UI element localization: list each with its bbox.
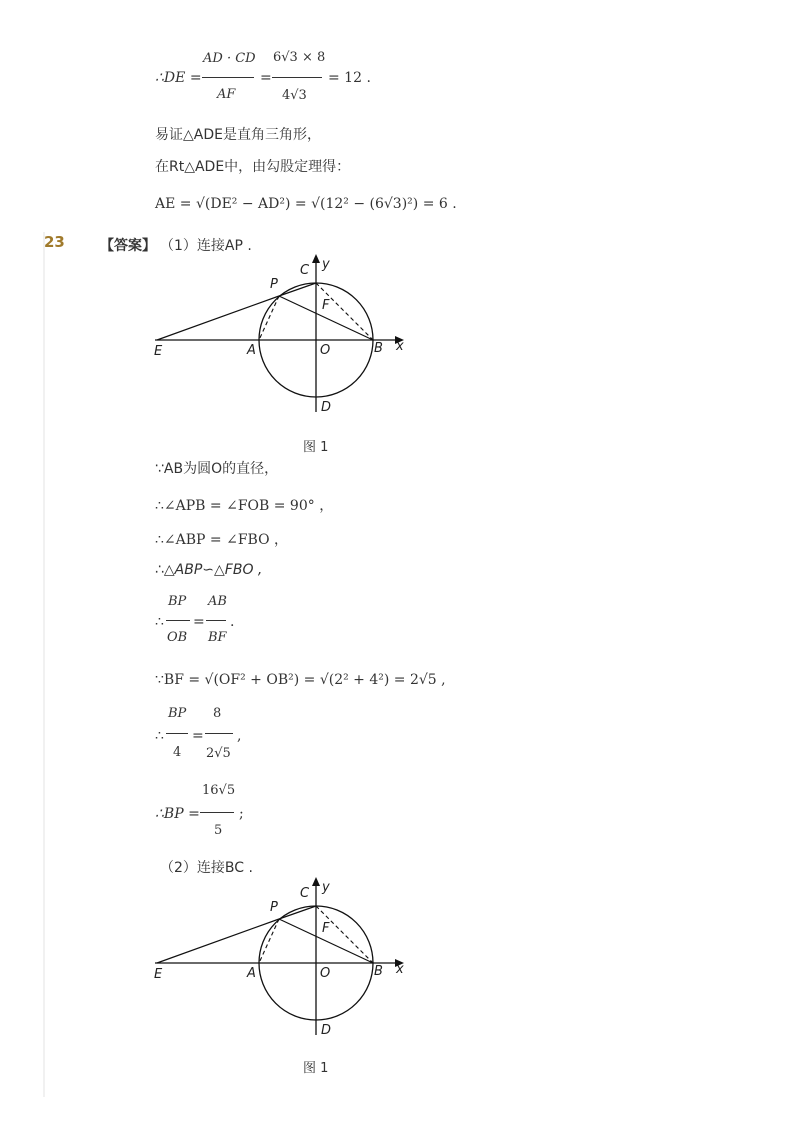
label-c: C <box>300 886 310 901</box>
left-gutter-line <box>43 232 45 1097</box>
label-d: D <box>321 1023 332 1038</box>
label-x: x <box>396 339 404 354</box>
label-y: y <box>322 257 330 272</box>
label-b: B <box>374 341 383 356</box>
label-f: F <box>322 298 330 313</box>
step-diameter: ∵AB为圆O的直径， <box>155 461 279 477</box>
label-p: P <box>270 900 278 915</box>
label-c: C <box>300 263 310 278</box>
label-o: O <box>320 966 331 981</box>
step-equal-angles: ∴∠ABP = ∠FBO ， <box>155 532 289 548</box>
figure-caption-1: 图 1 <box>303 440 329 455</box>
label-e: E <box>154 344 163 359</box>
answer-label: 【答案】 <box>100 238 156 254</box>
ae-equation: AE = √(DE² − AD²) = √(12² − (6√3)²) = 6 . <box>155 196 457 212</box>
label-o: O <box>320 343 331 358</box>
segment-pc <box>279 283 316 296</box>
de-lhs: ∴DE = <box>155 70 202 86</box>
pythagoras-intro: 在Rt△ADE中，由勾股定理得： <box>155 159 351 175</box>
y-axis-arrow <box>312 254 320 263</box>
proof-right-triangle: 易证△ADE是直角三角形， <box>155 127 321 143</box>
de-denominator-2: 4√3 <box>282 88 307 103</box>
label-y: y <box>322 880 330 895</box>
de-numerator-2: 6√3 × 8 <box>273 50 326 65</box>
de-result: = 12 . <box>328 70 371 86</box>
part2-heading: （2）连接BC . <box>160 860 253 876</box>
segment-pc <box>279 906 316 919</box>
geometry-figure-2 <box>150 875 420 1045</box>
de-numerator: AD · CD <box>203 51 256 66</box>
question-number: 23 <box>44 233 65 251</box>
equals-sign: = <box>260 70 272 86</box>
label-p: P <box>270 277 278 292</box>
label-b: B <box>374 964 383 979</box>
part1-heading: （1）连接AP . <box>160 238 252 254</box>
fraction-bar <box>272 77 322 78</box>
label-x: x <box>396 962 404 977</box>
label-f: F <box>322 921 330 936</box>
step-similar: ∴△ABP∽△FBO , <box>155 562 263 578</box>
label-a: A <box>247 966 256 981</box>
step-right-angles: ∴∠APB = ∠FOB = 90° ， <box>155 498 334 514</box>
step-bf: ∵BF = √(OF² + OB²) = √(2² + 4²) = 2√5 , <box>155 672 446 688</box>
de-denominator: AF <box>217 87 236 102</box>
segment-ep <box>157 296 279 340</box>
label-e: E <box>154 967 163 982</box>
label-d: D <box>321 400 332 415</box>
label-a: A <box>247 343 256 358</box>
y-axis-arrow <box>312 877 320 886</box>
geometry-figure-1 <box>150 252 420 422</box>
figure-caption-2: 图 1 <box>303 1061 329 1076</box>
fraction-bar <box>202 77 254 78</box>
segment-ep <box>157 919 279 963</box>
